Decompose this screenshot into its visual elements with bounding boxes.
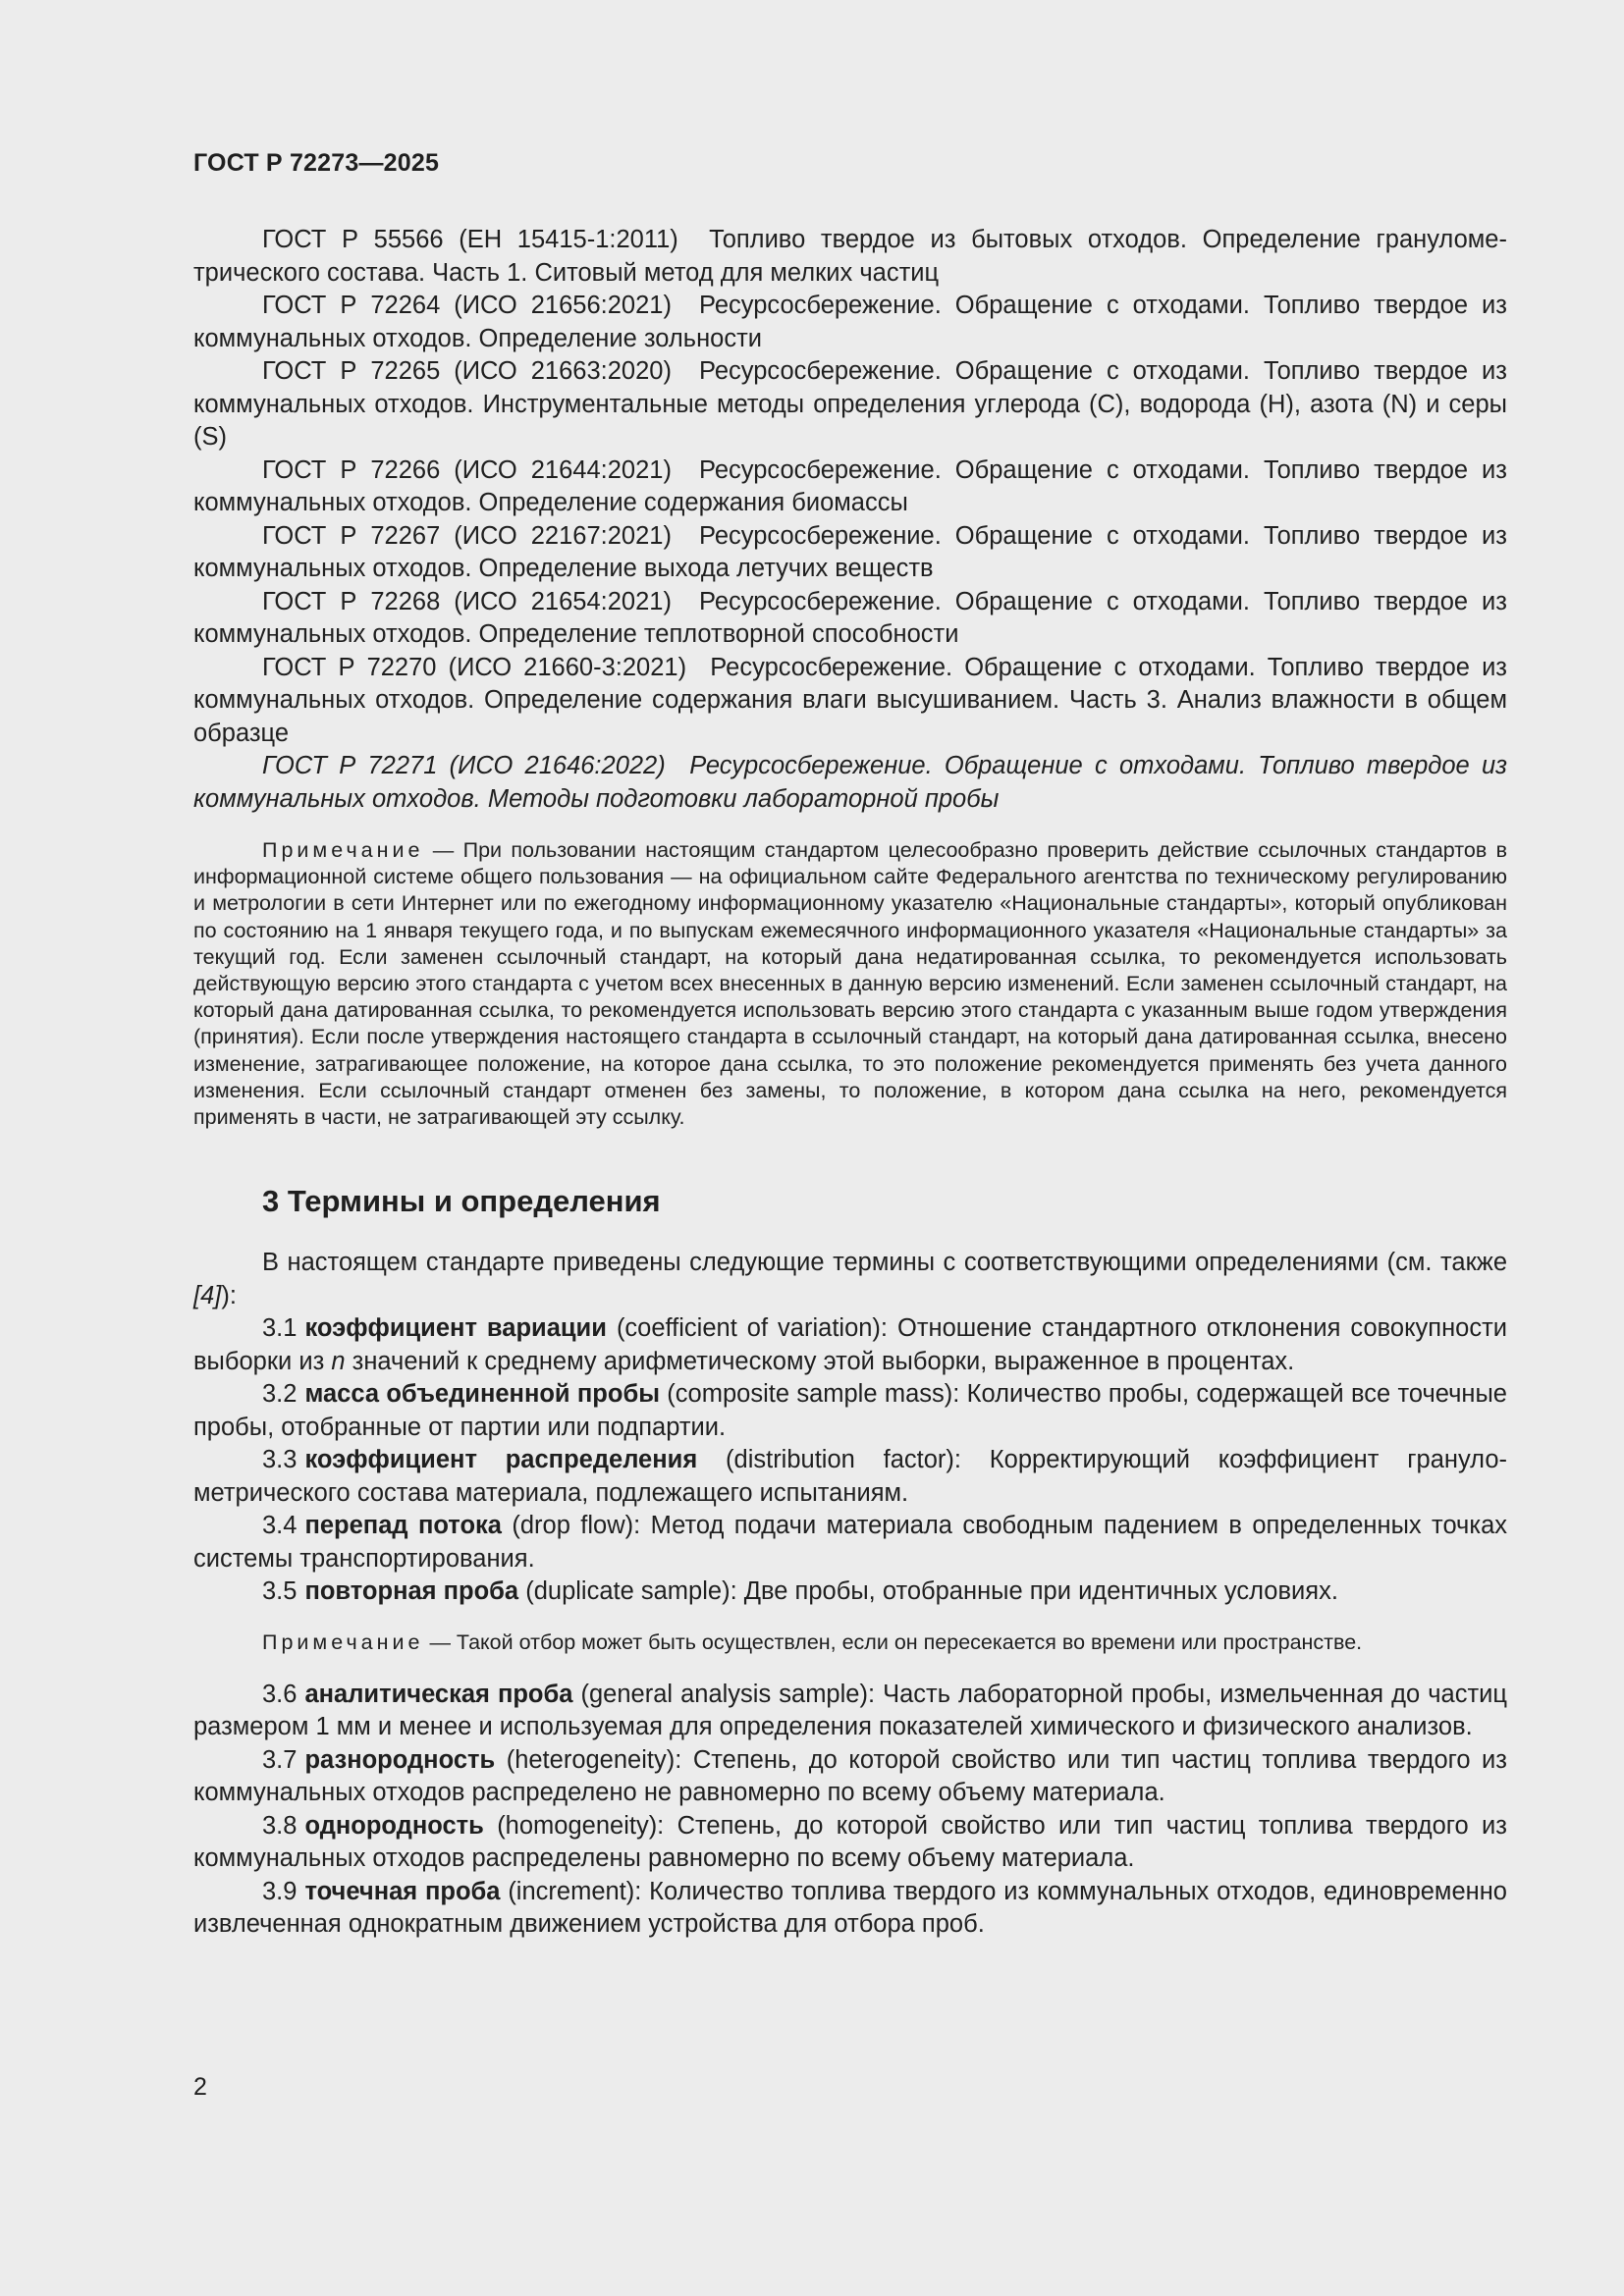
term-definition: Часть лабораторной пробы, измельченная до частиц размером 1 мм и менее и используемая для определения показателей химического и физического анализов.: [193, 1680, 1507, 1741]
reference-title: Ресурсосбережение. Обращение с отходами. Топливо твердое из коммунальных отходов. Определение теплотворной способности: [193, 587, 1507, 648]
reference-title: Ресурсосбережение. Обращение с отходами. Топливо твердое из коммунальных отходов. Методы подготовки лабораторной пробы: [193, 752, 1507, 813]
reference-code: ГОСТ Р 72270 (ИСО 21660-3:2021): [262, 653, 687, 681]
term-number: 3.2: [262, 1380, 298, 1409]
term-number: 3.3: [262, 1446, 298, 1474]
term-definition: Степень, до которой свойство или тип частиц топлива твердого из коммунальных отходов распределено не равномерно по всему объему материала.: [193, 1745, 1507, 1807]
term-name: перепад потока: [304, 1512, 502, 1540]
reference-code: ГОСТ Р 72271 (ИСО 21646:2022): [262, 752, 666, 779]
term-english: (composite sample mass):: [667, 1380, 960, 1409]
reference-title: Ресурсосбережение. Обращение с отходами. Топливо твердое из коммунальных отходов. Определение выхода летучих веществ: [193, 521, 1507, 582]
term-entry: [193, 1679, 1507, 1744]
reference-code: ГОСТ Р 55566 (ЕН 15415-1:2011): [262, 226, 678, 253]
reference-title: Ресурсосбережение. Обращение с отходами. Топливо твердое из коммунальных отходов. Определение зольности: [193, 292, 1507, 352]
note-text: — При пользовании настоящим стандартом целесообразно проверить действие ссылочных стандартов в информационной системе общего пользования — на официальном сайте Федерального агентства по техническому регулированию и метрологии в сети Интернет или по ежегодному информационному указателю «Национальные стандарты», который опубликован по состоянию на 1 января текущего года, и по выпускам ежемесячного информационного указателя «Национальные стандарты» за текущий год. Если заменен ссылочный стандарт, на который дана недатированная ссылка, то рекомендуется использовать действующую версию этого стандарта с учетом всех внесенных в данную версию изменений. Если заменен ссылочный стандарт, на который дана датированная ссылка, то рекомендуется использовать версию этого стандарта с указанным выше годом утверждения (принятия). Если после утверждения настоящего стандарта в ссылочный стандарт, на который дана датированная ссылка, внесено изменение, затрагивающее положение, на которое дана ссылка, то это положение рекомендуется применять без учета данного изменения. Если ссылочный стандарт отменен без замены, то положение, в котором дана ссылка на него, рекомендуется применять в части, не затрагивающей эту ссылку.: [193, 838, 1507, 1130]
term-name: масса объединенной пробы: [304, 1380, 660, 1409]
term-number: 3.8: [262, 1811, 298, 1840]
reference-title: Топливо твердое из бытовых отходов. Определение гранулометрического состава. Часть 1. Ситовый метод для мелких частиц: [193, 226, 1507, 287]
term-entry: [193, 1444, 1507, 1510]
term-english: (duplicate sample):: [525, 1577, 737, 1606]
term-definition: Две пробы, отобранные при идентичных условиях.: [743, 1577, 1338, 1606]
term-number: 3.4: [262, 1512, 298, 1540]
section-title: 3 Термины и определения: [262, 1184, 661, 1219]
reference-item: [193, 224, 1507, 290]
term-name: точечная проба: [304, 1877, 501, 1905]
term-name: аналитическая проба: [304, 1680, 573, 1708]
reference-item: [193, 355, 1507, 454]
section-intro: В настоящем стандарте приведены следующие термины с соответствующими определениями (см. также [4]):: [193, 1249, 1507, 1309]
reference-code: ГОСТ Р 72264 (ИСО 21656:2021): [262, 292, 672, 319]
reference-title: Ресурсосбережение. Обращение с отходами. Топливо твердое из коммунальных отходов. Определение содержания влаги высушиванием. Часть 3. Анализ влажности в общем образце: [193, 653, 1508, 747]
term-entry: [193, 1378, 1507, 1444]
term-definition: Количество пробы, содержащей все точечные пробы, отобранные от партии или подпартии.: [193, 1380, 1507, 1441]
term-name: разнородность: [304, 1745, 496, 1774]
reference-item: [193, 520, 1507, 586]
reference-code: ГОСТ Р 72265 (ИСО 21663:2020): [262, 357, 672, 385]
term-number: 3.6: [262, 1680, 298, 1708]
reference-item: [193, 652, 1507, 751]
note-references: [193, 837, 1507, 1131]
document-body: [193, 224, 1507, 1942]
term-definition: Корректирующий коэффициент гранулометрического состава материала, подлежащего испытаниям.: [193, 1446, 1508, 1507]
term-entry: [193, 1876, 1507, 1942]
term-entry: [193, 1810, 1507, 1876]
term-definition: Отношение стандартного отклонения совокупности выборки из: [193, 1314, 1508, 1375]
term-english: (homogeneity):: [497, 1811, 665, 1840]
term-english: (general analysis sample):: [580, 1680, 876, 1708]
term-english: (increment):: [508, 1877, 642, 1905]
reference-title: Ресурсосбережение. Обращение с отходами. Топливо твердое из коммунальных отходов. Инструментальные методы определения углерода (С), водорода (Н), азота (N) и серы (S): [193, 357, 1507, 451]
reference-item: [193, 586, 1507, 652]
term-definition: Метод подачи материала свободным падением в определенных точках системы транспортирования.: [193, 1512, 1507, 1573]
term-english: (coefficient of variation):: [616, 1314, 889, 1343]
document-header: ГОСТ Р 72273—2025: [193, 149, 440, 177]
term-entry: [193, 1744, 1507, 1810]
note-label: Примечание: [262, 838, 424, 862]
term-name: коэффициент вариации: [304, 1314, 607, 1343]
reference-code: ГОСТ Р 72267 (ИСО 22167:2021): [262, 521, 672, 550]
term-english: (heterogeneity):: [506, 1745, 682, 1774]
term-english: (drop flow):: [512, 1512, 641, 1540]
reference-code: ГОСТ Р 72266 (ИСО 21644:2021): [262, 455, 672, 484]
note-text: — Такой отбор может быть осуществлен, если он пересекается во времени или пространстве.: [429, 1629, 1363, 1654]
term-entry: [193, 1575, 1507, 1609]
reference-code: ГОСТ Р 72268 (ИСО 21654:2021): [262, 587, 672, 615]
normative-references: [193, 224, 1507, 816]
bibliography-ref: [4]: [193, 1281, 222, 1309]
term-entry: [193, 1510, 1507, 1575]
note-label: Примечание: [262, 1629, 424, 1654]
term-name: коэффициент распределения: [304, 1446, 698, 1474]
reference-item: [193, 454, 1507, 520]
reference-item: [193, 750, 1507, 816]
term-definition: Степень, до которой свойство или тип частиц топлива твердого из коммунальных отходов распределены равномерно по всему объему материала.: [193, 1811, 1507, 1873]
term-number: 3.5: [262, 1577, 298, 1606]
term-name: повторная проба: [304, 1577, 519, 1606]
term-number: 3.7: [262, 1745, 298, 1774]
term-definition: Количество топлива твердого из коммунальных отходов, единовременно извлеченная однократным движением устройства для отбора проб.: [193, 1877, 1507, 1939]
term-english: (distribution factor):: [726, 1446, 961, 1474]
page-number: 2: [193, 2073, 207, 2101]
term-entry: 3.1 коэффициент вариации (coefficient of variation): Отношение стандартного отклонения совокупности выборки из n значений к среднему арифметическому этой выборки, выраженное в процентах.: [193, 1314, 1508, 1375]
term-name: однородность: [304, 1811, 484, 1840]
term-number: 3.9: [262, 1877, 298, 1905]
note-duplicate-sample: [193, 1627, 1507, 1659]
term-variable: n: [331, 1347, 346, 1375]
reference-item: [193, 290, 1507, 355]
reference-title: Ресурсосбережение. Обращение с отходами. Топливо твердое из коммунальных отходов. Определение содержания биомассы: [193, 455, 1507, 516]
term-number: 3.1: [262, 1314, 298, 1343]
